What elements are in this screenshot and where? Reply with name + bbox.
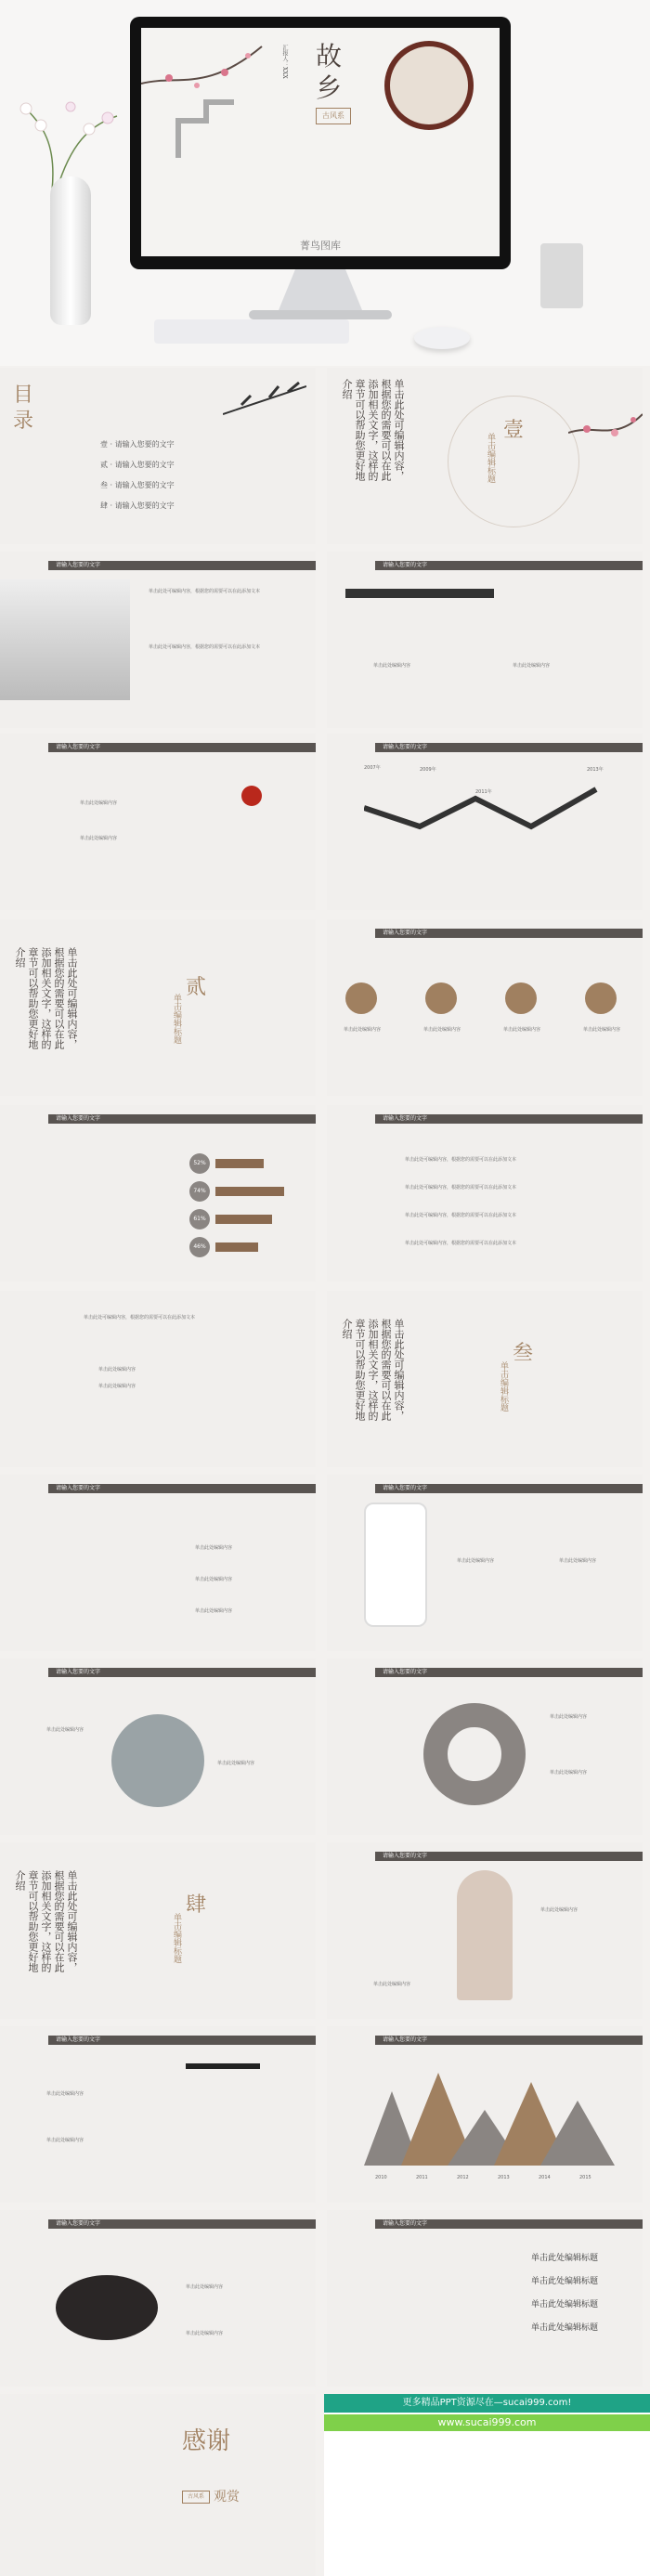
- title-bar-text: 请输入您要的文字: [56, 744, 101, 750]
- label: 单击此处编辑内容: [195, 1545, 233, 1551]
- label: 单击此处编辑内容: [503, 1027, 541, 1033]
- red-sun: [241, 786, 262, 806]
- slide-toc: [0, 368, 316, 544]
- toc-heading: 目录: [13, 384, 34, 433]
- pencil-cup: [540, 243, 583, 308]
- title-bar-text: 请输入您要的文字: [383, 2220, 428, 2227]
- label: 单击此处编辑内容: [423, 1027, 462, 1033]
- plum-blossom-branch: [141, 28, 271, 158]
- section-4-label: 单击编辑标题: [172, 1913, 181, 1963]
- slide-icons: [327, 919, 643, 1096]
- slide-gate: [327, 552, 643, 728]
- label: 单击此处编辑内容: [540, 1907, 578, 1913]
- timeline-year: 2013年: [587, 767, 604, 773]
- cover-subtitle: 汇报人：XXX: [281, 45, 288, 79]
- title-bar-text: 请输入您要的文字: [56, 562, 101, 568]
- slide-list: [327, 1105, 643, 1281]
- timeline-year: 2009年: [420, 767, 436, 773]
- slide-wave: [0, 1659, 316, 1835]
- cover-window: [384, 41, 474, 130]
- mountain-year: 2011: [416, 2175, 428, 2180]
- toc-item[interactable]: 贰 · 请输入您要的文字: [100, 461, 175, 469]
- label: 单击此处编辑内容: [98, 1367, 136, 1373]
- slide-mountains: [327, 2026, 643, 2203]
- cover-title: 故乡: [316, 41, 352, 103]
- slide-timeline: [327, 734, 643, 910]
- agenda-item[interactable]: 单击此处编辑标题: [531, 2300, 599, 2309]
- thanks-sub: 观赏: [214, 2490, 240, 2504]
- label: 单击此处编辑内容: [46, 2138, 84, 2143]
- title-bar-text: 请输入您要的文字: [383, 1853, 428, 1859]
- mouse: [414, 327, 470, 349]
- agenda-list: [531, 2247, 598, 2340]
- bar-label: 52%: [189, 1153, 210, 1174]
- title-bar-text: 请输入您要的文字: [56, 2220, 101, 2227]
- label: 单击此处编辑内容: [186, 2331, 224, 2336]
- label: 单击此处编辑内容: [80, 800, 118, 806]
- keyboard: [154, 319, 349, 344]
- mountain-year: 2012: [457, 2175, 469, 2180]
- title-bar-text: 请输入您要的文字: [383, 562, 428, 568]
- agenda-item[interactable]: 单击此处编辑标题: [531, 2254, 599, 2263]
- promo-url[interactable]: www.sucai999.com: [324, 2414, 650, 2431]
- monitor: [130, 17, 511, 269]
- thanks-title: 感谢: [182, 2427, 231, 2455]
- section-3-body: 单击此处可编辑内容，根据您的需要可以在此添加相关文字，这样的章节可以帮助您更好地介绍: [341, 1319, 405, 1421]
- section-2-num: 贰: [186, 976, 207, 999]
- wave-image: [111, 1714, 204, 1807]
- paragraph: 单击此处可编辑内容，根据您的需要可以在此添加文本: [149, 589, 261, 594]
- inkstone: [56, 2275, 158, 2340]
- slide-boat: [0, 734, 316, 910]
- ink-landscape: [0, 579, 130, 700]
- toc-item[interactable]: 壹 · 请输入您要的文字: [100, 440, 175, 449]
- section-1-num: 壹: [503, 419, 525, 442]
- label: 单击此处编辑内容: [373, 663, 411, 669]
- label: 单击此处编辑内容: [46, 1727, 84, 1733]
- monitor-stand: [279, 269, 362, 310]
- agenda-item[interactable]: 单击此处编辑标题: [531, 2277, 599, 2286]
- mountain-year: 2010: [375, 2175, 387, 2180]
- mountain-chart: [364, 2063, 624, 2166]
- slide-bars: [0, 1105, 316, 1281]
- label: 单击此处编辑内容: [550, 1770, 588, 1776]
- slide-section-2: [0, 919, 316, 1096]
- title-bar-text: 请输入您要的文字: [56, 1485, 101, 1491]
- bar: [215, 1187, 284, 1196]
- bar-label: 46%: [189, 1237, 210, 1257]
- title-bar-text: 请输入您要的文字: [383, 1485, 428, 1491]
- bar-label: 61%: [189, 1209, 210, 1229]
- label: 单击此处编辑内容: [217, 1761, 255, 1766]
- calendar-icon: [585, 982, 617, 1014]
- slide-agenda: [327, 2210, 643, 2387]
- list-item: 单击此处可编辑内容，根据您的需要可以在此添加文本: [405, 1213, 517, 1218]
- toc-item[interactable]: 叁 · 请输入您要的文字: [100, 481, 175, 489]
- toc-item[interactable]: 肆 · 请输入您要的文字: [100, 501, 175, 510]
- label: 单击此处编辑内容: [80, 836, 118, 841]
- gate-roof: [345, 589, 494, 672]
- label: 单击此处编辑内容: [373, 1982, 411, 1987]
- chart-icon: [505, 982, 537, 1014]
- slide-thanks: [0, 2394, 316, 2576]
- section-4-body: 单击此处可编辑内容，根据您的需要可以在此添加相关文字，这样的章节可以帮助您更好地介绍: [14, 1870, 78, 1972]
- hero-preview: [0, 0, 650, 366]
- mountain-year: 2014: [539, 2175, 551, 2180]
- title-bar-text: 请输入您要的文字: [383, 744, 428, 750]
- timeline-year: 2007年: [364, 765, 381, 771]
- title-bar-text: 请输入您要的文字: [56, 1669, 101, 1675]
- label: 单击此处编辑内容: [550, 1714, 588, 1720]
- section-2-body: 单击此处可编辑内容，根据您的需要可以在此添加相关文字，这样的章节可以帮助您更好地介绍: [14, 947, 78, 1049]
- paragraph: 单击此处可编辑内容，根据您的需要可以在此添加文本: [84, 1315, 196, 1321]
- monitor-icon: [345, 982, 377, 1014]
- cover-slide: [141, 28, 500, 256]
- title-bar-text: 请输入您要的文字: [56, 2036, 101, 2043]
- section-3-num: 叁: [513, 1342, 534, 1365]
- slide-plates: [0, 1475, 316, 1651]
- monitor-base: [249, 310, 392, 319]
- list-item: 单击此处可编辑内容，根据您的需要可以在此添加文本: [405, 1241, 517, 1246]
- label: 单击此处编辑内容: [583, 1027, 621, 1033]
- promo-footer: [324, 2394, 650, 2576]
- mountain-year: 2013: [498, 2175, 510, 2180]
- thanks-stamp: 古风系: [182, 2491, 210, 2504]
- chime-rack: [186, 2063, 260, 2162]
- plum-blossom-icon: [568, 405, 643, 461]
- cycle-diagram: [423, 1703, 526, 1805]
- paragraph: 单击此处可编辑内容，根据您的需要可以在此添加文本: [149, 644, 261, 650]
- slide-phone: [327, 1475, 643, 1651]
- timeline-line: [364, 771, 624, 845]
- section-4-num: 肆: [186, 1893, 207, 1917]
- opera-figure: [457, 1870, 513, 2000]
- slide-landscape: [0, 552, 316, 728]
- title-bar-text: 请输入您要的文字: [383, 1115, 428, 1122]
- user-icon: [425, 982, 457, 1014]
- label: 单击此处编辑内容: [457, 1558, 495, 1564]
- section-1-body: 单击此处可编辑内容，根据您的需要可以在此添加相关文字，这样的章节可以帮助您更好地介绍: [341, 379, 405, 481]
- slide-section-3: [327, 1291, 643, 1467]
- label: 单击此处编辑内容: [186, 2284, 224, 2290]
- label: 单击此处编辑内容: [195, 1577, 233, 1582]
- label: 单击此处编辑内容: [98, 1384, 136, 1389]
- orchid-illustration: [15, 88, 136, 190]
- mountain-year: 2015: [579, 2175, 592, 2180]
- slide-inkstone: [0, 2210, 316, 2387]
- bar-label: 74%: [189, 1181, 210, 1202]
- bar: [215, 1215, 272, 1224]
- label: 单击此处编辑内容: [559, 1558, 597, 1564]
- label: 单击此处编辑内容: [513, 663, 551, 669]
- slide-bird: [0, 1291, 316, 1467]
- slide-section-4: [0, 1842, 316, 2019]
- list-item: 单击此处可编辑内容，根据您的需要可以在此添加文本: [405, 1185, 517, 1190]
- label: 单击此处编辑内容: [195, 1608, 233, 1614]
- cover-stamp: 古风系: [316, 108, 351, 124]
- bar: [215, 1242, 258, 1252]
- vase: [50, 176, 91, 325]
- pine-branch: [223, 377, 306, 423]
- slide-chime: [0, 2026, 316, 2203]
- slide-cycle: [327, 1659, 643, 1835]
- section-circle: [448, 396, 579, 527]
- slide-section-1: [327, 368, 643, 544]
- title-bar-text: 请输入您要的文字: [383, 2036, 428, 2043]
- title-bar-text: 请输入您要的文字: [383, 1669, 428, 1675]
- label: 单击此处编辑内容: [46, 2091, 84, 2097]
- toc-list: [100, 435, 175, 516]
- section-1-label: 单击编辑标题: [486, 433, 495, 483]
- title-bar-text: 请输入您要的文字: [383, 930, 428, 936]
- label: 单击此处编辑内容: [344, 1027, 382, 1033]
- promo-text[interactable]: 更多精品PPT资源尽在—sucai999.com!: [324, 2394, 650, 2413]
- list-item: 单击此处可编辑内容，根据您的需要可以在此添加文本: [405, 1157, 517, 1163]
- slide-lady: [327, 1842, 643, 2019]
- agenda-item[interactable]: 单击此处编辑标题: [531, 2323, 599, 2333]
- bar: [215, 1159, 264, 1168]
- phone-mockup: [364, 1503, 427, 1627]
- title-bar-text: 请输入您要的文字: [56, 1115, 101, 1122]
- section-2-label: 单击编辑标题: [172, 994, 181, 1044]
- cover-brand: 菁鸟图库: [300, 240, 341, 252]
- timeline-year: 2011年: [475, 789, 492, 795]
- section-3-label: 单击编辑标题: [499, 1361, 508, 1412]
